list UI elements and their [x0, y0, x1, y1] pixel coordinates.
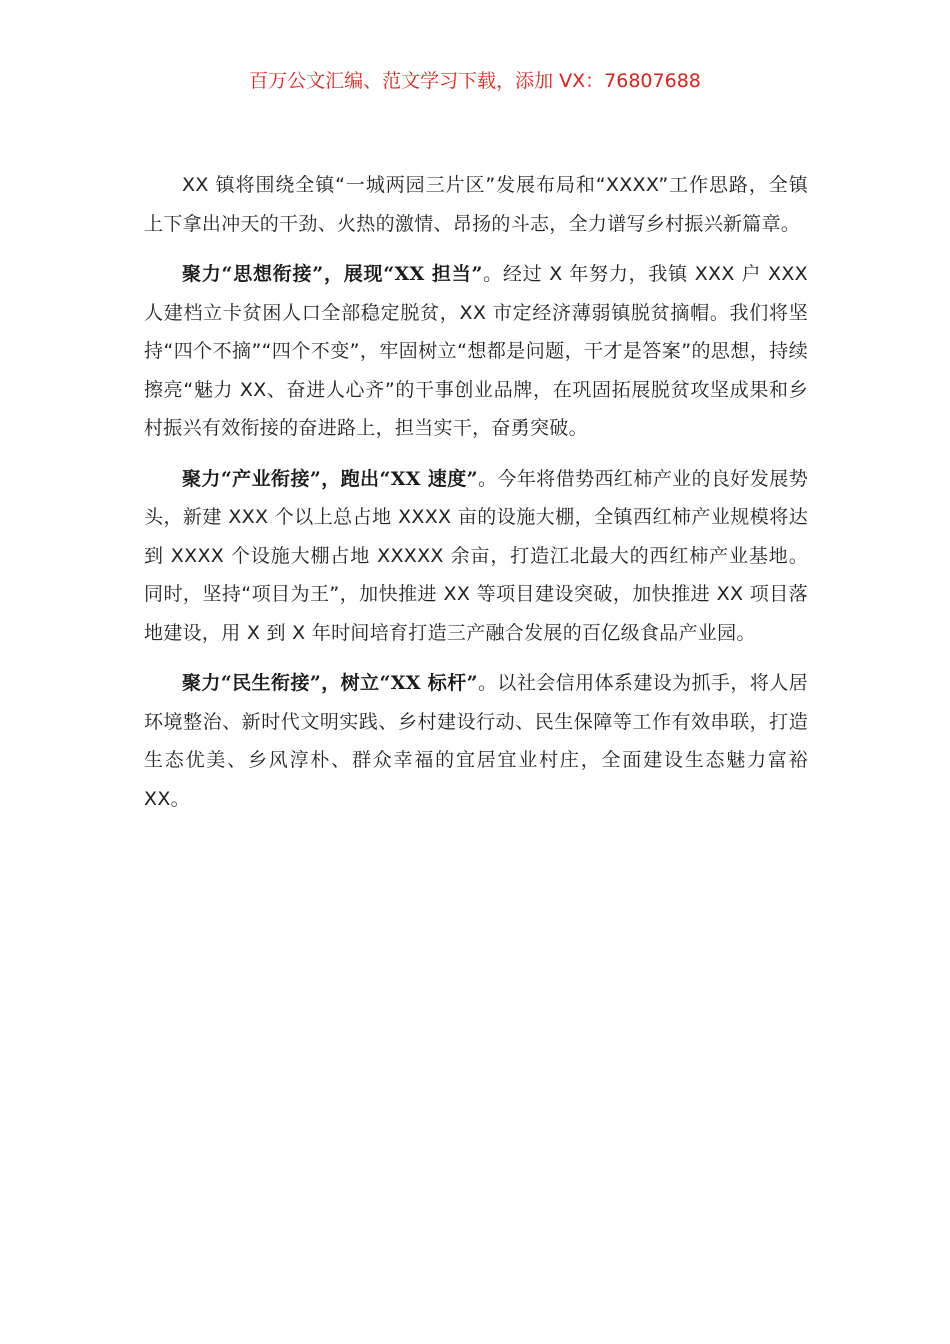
watermark-header: 百万公文汇编、范文学习下载，添加 VX：76807688	[249, 70, 701, 92]
paragraph-text: 。以社会信用体系建设为抓手，将人居环境整治、新时代文明实践、乡村建设行动、民生保障等工作有效串联，打造生态优美、乡风淳朴、群众幸福的宜居宜业村庄，全面建设生态魅力富裕 XX。	[144, 672, 808, 810]
paragraph-thought-connection	[144, 255, 808, 448]
paragraph-lead-heading: 聚力“产业衔接”，跑出“XX 速度”	[182, 467, 478, 490]
paragraph-intro	[144, 166, 808, 243]
document-body	[144, 166, 808, 830]
paragraph-industry-connection	[144, 460, 808, 653]
paragraph-text: 。今年将借势西红柿产业的良好发展势头，新建 XXX 个以上总占地 XXXX 亩的设施大棚，全镇西红柿产业规模将达到 XXXX 个设施大棚占地 XXXXX 余亩，打造江北最大的西红柿产业基地。同时，坚持“项目为王”，加快推进 XX 等项目建设突破，加快推进 XX 项目落地建设，用 X 到 X 年时间培育打造三产融合发展的百亿级食品产业园。	[144, 467, 808, 644]
paragraph-livelihood-connection	[144, 664, 808, 818]
paragraph-text: XX 镇将围绕全镇“一城两园三片区”发展布局和“XXXX”工作思路，全镇上下拿出冲天的干劲、火热的激情、昂扬的斗志，全力谱写乡村振兴新篇章。	[144, 174, 808, 235]
paragraph-text: 。经过 X 年努力，我镇 XXX 户 XXX 人建档立卡贫困人口全部稳定脱贫，XX 市定经济薄弱镇脱贫摘帽。我们将坚持“四个不摘”“四个不变”，牢固树立“想都是问题，干才是答案”的思想，持续擦亮“魅力 XX、奋进人心齐”的干事创业品牌，在巩固拓展脱贫攻坚成果和乡村振兴有效衔接的奋进路上，担当实干，奋勇突破。	[144, 263, 808, 439]
paragraph-lead-heading: 聚力“民生衔接”，树立“XX 标杆”	[182, 672, 478, 694]
paragraph-lead-heading: 聚力“思想衔接”，展现“XX 担当”	[182, 263, 483, 285]
